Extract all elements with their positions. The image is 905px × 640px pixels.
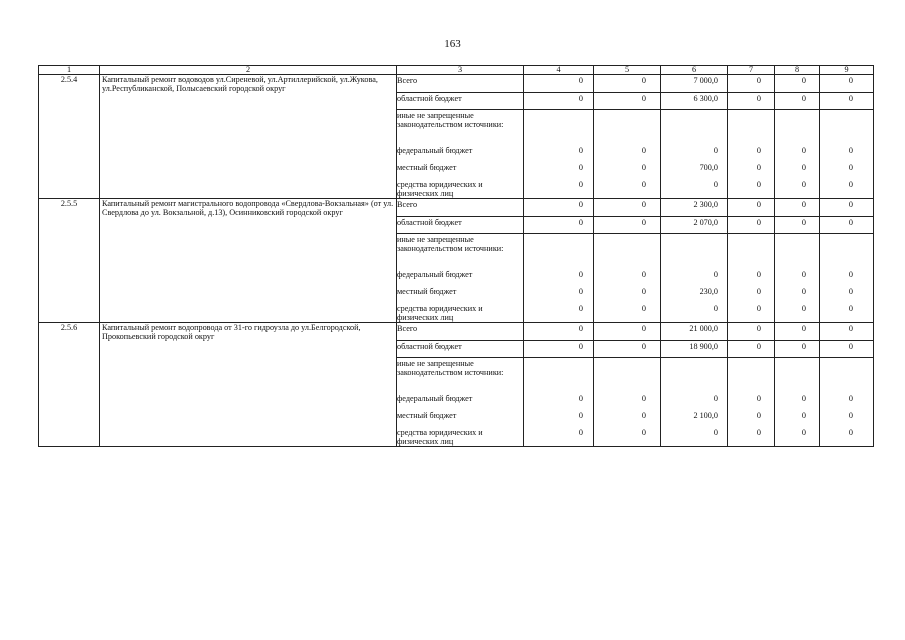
value-line (728, 269, 775, 286)
value-text: 0 (848, 411, 853, 420)
value-list (661, 323, 728, 446)
value-list (594, 199, 661, 322)
value-line (728, 199, 775, 216)
value-cell (728, 199, 775, 323)
value-line (775, 75, 820, 92)
item-code: 2.5.4 (39, 75, 100, 199)
value-line (820, 109, 874, 145)
value-line (524, 109, 594, 145)
value-cell (594, 75, 661, 199)
value-text: 0 (641, 76, 646, 85)
value-line (594, 179, 661, 198)
value-line (594, 286, 661, 303)
value-text: 0 (756, 218, 761, 227)
funding-source-cell (397, 75, 524, 199)
value-cell (820, 199, 874, 323)
col-header-6: 6 (661, 66, 728, 75)
value-line (820, 357, 874, 393)
value-line (728, 162, 775, 179)
item-code: 2.5.5 (39, 199, 100, 323)
value-line (728, 179, 775, 198)
value-text: 0 (641, 218, 646, 227)
value-text: 21 000,0 (689, 324, 718, 333)
value-line (661, 323, 728, 340)
value-list (594, 323, 661, 446)
value-text: 0 (713, 180, 718, 189)
value-text: 0 (713, 394, 718, 403)
value-line (775, 179, 820, 198)
value-text: 0 (756, 428, 761, 437)
funding-source-label: областной бюджет (397, 218, 462, 227)
funding-source-label: Всего (397, 76, 418, 85)
value-text: 0 (578, 270, 583, 279)
value-text: 0 (801, 428, 806, 437)
value-line (594, 145, 661, 162)
value-line (820, 410, 874, 427)
value-line (524, 340, 594, 357)
value-line (594, 75, 661, 92)
budget-table (38, 65, 874, 447)
value-line (661, 199, 728, 216)
value-cell (728, 75, 775, 199)
value-line (775, 216, 820, 233)
value-line (661, 109, 728, 145)
value-cell (728, 323, 775, 447)
table-row (39, 75, 874, 199)
value-text: 0 (848, 163, 853, 172)
funding-source-label: иные не запрещенные законодательством источники: (397, 235, 504, 254)
col-header-8: 8 (775, 66, 820, 75)
value-cell (775, 199, 820, 323)
value-line (728, 323, 775, 340)
table-row (39, 323, 874, 447)
value-text: 0 (756, 411, 761, 420)
value-line (524, 269, 594, 286)
value-line (728, 393, 775, 410)
value-cell (594, 323, 661, 447)
value-line (820, 145, 874, 162)
value-text: 0 (578, 180, 583, 189)
value-list (728, 199, 775, 322)
value-text: 0 (756, 76, 761, 85)
value-list (820, 199, 874, 322)
funding-source-label: местный бюджет (397, 287, 457, 296)
value-cell (775, 75, 820, 199)
funding-source-label: Всего (397, 200, 418, 209)
item-name: Капитальный ремонт магистрального водопровода «Свердлова-Вокзальная» (от ул. Свердлова до ул. Вокзальной, д.13), Осинниковский городской округ (100, 199, 397, 323)
value-list (524, 75, 594, 198)
value-text: 0 (641, 324, 646, 333)
value-line (775, 92, 820, 109)
value-text: 0 (756, 270, 761, 279)
value-text: 0 (641, 200, 646, 209)
col-header-1: 1 (39, 66, 100, 75)
value-text: 6 300,0 (693, 94, 718, 103)
value-line (661, 179, 728, 198)
value-line (820, 286, 874, 303)
value-list (728, 323, 775, 446)
funding-source-label: средства юридических и физических лиц (397, 428, 483, 447)
funding-source-line (397, 357, 524, 393)
value-line (661, 303, 728, 322)
funding-source-label: средства юридических и физических лиц (397, 180, 483, 199)
value-line (820, 393, 874, 410)
value-text: 0 (713, 304, 718, 313)
value-cell (524, 75, 594, 199)
value-line (820, 199, 874, 216)
value-text: 0 (848, 428, 853, 437)
value-line (775, 162, 820, 179)
value-text: 0 (801, 94, 806, 103)
value-text: 0 (801, 270, 806, 279)
value-text: 0 (848, 146, 853, 155)
value-line (728, 410, 775, 427)
value-line (775, 410, 820, 427)
value-line (594, 340, 661, 357)
funding-source-list (397, 75, 524, 198)
col-header-3: 3 (397, 66, 524, 75)
value-text: 7 000,0 (693, 76, 718, 85)
item-code: 2.5.6 (39, 323, 100, 447)
value-text: 0 (848, 180, 853, 189)
value-text: 0 (578, 163, 583, 172)
value-line (524, 393, 594, 410)
value-line (820, 179, 874, 198)
col-header-2: 2 (100, 66, 397, 75)
value-line (728, 303, 775, 322)
value-text: 0 (756, 94, 761, 103)
funding-source-label: средства юридических и физических лиц (397, 304, 483, 323)
value-line (728, 286, 775, 303)
table-body (39, 66, 874, 447)
value-text: 0 (578, 342, 583, 351)
value-text: 0 (801, 146, 806, 155)
value-text: 0 (801, 394, 806, 403)
value-line (775, 323, 820, 340)
value-text: 0 (801, 411, 806, 420)
value-text: 18 900,0 (689, 342, 718, 351)
value-line (775, 393, 820, 410)
value-list (661, 75, 728, 198)
page-number: 163 (444, 38, 461, 50)
value-line (661, 286, 728, 303)
value-text: 0 (848, 394, 853, 403)
value-line (661, 216, 728, 233)
funding-source-list (397, 199, 524, 322)
value-cell (524, 323, 594, 447)
funding-source-line (397, 145, 524, 162)
value-text: 0 (578, 394, 583, 403)
value-text: 0 (641, 304, 646, 313)
value-line (661, 393, 728, 410)
value-text: 0 (713, 270, 718, 279)
funding-source-label: Всего (397, 324, 418, 333)
value-line (775, 199, 820, 216)
value-text: 0 (756, 146, 761, 155)
col-header-7: 7 (728, 66, 775, 75)
value-text: 2 100,0 (693, 411, 718, 420)
value-text: 0 (641, 394, 646, 403)
value-text: 0 (641, 342, 646, 351)
value-list (594, 75, 661, 198)
value-text: 0 (848, 270, 853, 279)
value-line (820, 323, 874, 340)
value-line (524, 357, 594, 393)
value-text: 0 (801, 163, 806, 172)
value-text: 0 (578, 200, 583, 209)
value-text: 0 (641, 94, 646, 103)
value-line (594, 233, 661, 269)
funding-source-line (397, 162, 524, 179)
value-text: 2 070,0 (693, 218, 718, 227)
value-cell (661, 75, 728, 199)
value-text: 0 (641, 270, 646, 279)
funding-source-label: федеральный бюджет (397, 270, 473, 279)
value-text: 0 (848, 342, 853, 351)
value-line (820, 269, 874, 286)
value-cell (820, 75, 874, 199)
value-text: 0 (848, 304, 853, 313)
value-text: 0 (756, 394, 761, 403)
funding-source-label: федеральный бюджет (397, 394, 473, 403)
funding-source-line (397, 323, 524, 340)
value-text: 0 (848, 76, 853, 85)
value-line (524, 199, 594, 216)
funding-source-cell (397, 199, 524, 323)
funding-source-label: местный бюджет (397, 163, 457, 172)
funding-source-line (397, 199, 524, 216)
funding-source-line (397, 233, 524, 269)
value-line (775, 286, 820, 303)
value-cell (661, 199, 728, 323)
value-text: 0 (641, 163, 646, 172)
value-line (661, 410, 728, 427)
value-line (775, 233, 820, 269)
value-list (775, 199, 820, 322)
value-cell (594, 199, 661, 323)
value-line (661, 340, 728, 357)
value-line (775, 427, 820, 446)
value-line (594, 269, 661, 286)
funding-source-list (397, 323, 524, 446)
value-line (661, 357, 728, 393)
value-line (594, 393, 661, 410)
funding-source-line (397, 92, 524, 109)
value-list (524, 199, 594, 322)
value-line (524, 410, 594, 427)
value-list (661, 199, 728, 322)
value-cell (775, 323, 820, 447)
value-line (524, 286, 594, 303)
value-text: 0 (578, 287, 583, 296)
value-text: 0 (801, 304, 806, 313)
col-header-4: 4 (524, 66, 594, 75)
value-line (775, 109, 820, 145)
funding-source-line (397, 179, 524, 198)
value-line (728, 216, 775, 233)
value-line (661, 145, 728, 162)
table-row (39, 199, 874, 323)
value-line (524, 75, 594, 92)
value-text: 0 (578, 304, 583, 313)
value-line (594, 199, 661, 216)
value-text: 0 (801, 218, 806, 227)
value-text: 0 (641, 287, 646, 296)
item-name: Капитальный ремонт водопровода от 31-го гидроузла до ул.Белгородской, Прокопьевский городской округ (100, 323, 397, 447)
value-text: 0 (801, 200, 806, 209)
value-line (728, 357, 775, 393)
value-list (728, 75, 775, 198)
value-text: 0 (756, 200, 761, 209)
funding-source-line (397, 216, 524, 233)
funding-source-line (397, 269, 524, 286)
value-text: 0 (756, 304, 761, 313)
value-text: 0 (578, 428, 583, 437)
value-line (820, 216, 874, 233)
value-line (594, 162, 661, 179)
value-text: 0 (756, 342, 761, 351)
value-line (524, 323, 594, 340)
funding-source-line (397, 393, 524, 410)
value-line (820, 162, 874, 179)
value-line (728, 145, 775, 162)
value-text: 0 (578, 76, 583, 85)
value-line (524, 179, 594, 198)
value-list (775, 323, 820, 446)
value-line (728, 92, 775, 109)
value-line (524, 145, 594, 162)
funding-source-line (397, 427, 524, 446)
value-text: 0 (756, 180, 761, 189)
value-line (728, 75, 775, 92)
value-line (820, 303, 874, 322)
value-line (661, 269, 728, 286)
value-line (524, 92, 594, 109)
value-line (728, 233, 775, 269)
funding-source-line (397, 410, 524, 427)
value-list (524, 323, 594, 446)
value-text: 0 (848, 287, 853, 296)
value-line (820, 340, 874, 357)
value-line (775, 340, 820, 357)
funding-source-line (397, 75, 524, 92)
value-text: 0 (713, 428, 718, 437)
value-text: 0 (848, 324, 853, 333)
col-header-9: 9 (820, 66, 874, 75)
value-line (524, 162, 594, 179)
value-text: 0 (641, 411, 646, 420)
value-text: 0 (756, 287, 761, 296)
value-text: 0 (801, 287, 806, 296)
value-line (594, 323, 661, 340)
value-line (524, 233, 594, 269)
value-line (775, 145, 820, 162)
value-line (524, 303, 594, 322)
column-number-row (39, 66, 874, 75)
value-text: 0 (756, 163, 761, 172)
value-text: 230,0 (699, 287, 718, 296)
value-text: 700,0 (699, 163, 718, 172)
value-list (820, 323, 874, 446)
value-line (661, 92, 728, 109)
value-line (820, 233, 874, 269)
funding-source-label: федеральный бюджет (397, 146, 473, 155)
funding-source-label: иные не запрещенные законодательством источники: (397, 111, 504, 130)
value-line (820, 427, 874, 446)
value-text: 2 300,0 (693, 200, 718, 209)
value-line (594, 216, 661, 233)
value-cell (524, 199, 594, 323)
value-line (594, 109, 661, 145)
value-line (661, 162, 728, 179)
funding-source-cell (397, 323, 524, 447)
value-text: 0 (801, 324, 806, 333)
value-line (661, 233, 728, 269)
funding-source-label: областной бюджет (397, 94, 462, 103)
funding-source-line (397, 303, 524, 322)
funding-source-line (397, 340, 524, 357)
value-text: 0 (713, 146, 718, 155)
value-line (728, 427, 775, 446)
value-line (661, 75, 728, 92)
funding-source-line (397, 109, 524, 145)
value-text: 0 (801, 180, 806, 189)
funding-source-label: местный бюджет (397, 411, 457, 420)
value-line (728, 109, 775, 145)
value-list (820, 75, 874, 198)
value-line (820, 75, 874, 92)
value-line (775, 303, 820, 322)
value-text: 0 (578, 218, 583, 227)
value-text: 0 (641, 428, 646, 437)
value-text: 0 (578, 324, 583, 333)
value-line (594, 92, 661, 109)
value-text: 0 (848, 218, 853, 227)
value-line (594, 303, 661, 322)
value-line (661, 427, 728, 446)
value-line (594, 357, 661, 393)
value-cell (661, 323, 728, 447)
value-text: 0 (578, 146, 583, 155)
value-line (524, 216, 594, 233)
value-cell (820, 323, 874, 447)
value-text: 0 (578, 411, 583, 420)
value-list (775, 75, 820, 198)
value-text: 0 (578, 94, 583, 103)
value-text: 0 (756, 324, 761, 333)
value-line (820, 92, 874, 109)
value-text: 0 (801, 76, 806, 85)
funding-source-label: областной бюджет (397, 342, 462, 351)
funding-source-label: иные не запрещенные законодательством источники: (397, 359, 504, 378)
value-line (594, 410, 661, 427)
value-text: 0 (641, 180, 646, 189)
value-line (775, 269, 820, 286)
value-text: 0 (848, 200, 853, 209)
col-header-5: 5 (594, 66, 661, 75)
value-line (775, 357, 820, 393)
value-line (728, 340, 775, 357)
value-text: 0 (848, 94, 853, 103)
value-line (594, 427, 661, 446)
value-text: 0 (641, 146, 646, 155)
value-text: 0 (801, 342, 806, 351)
value-line (524, 427, 594, 446)
item-name: Капитальный ремонт водоводов ул.Сиреневой, ул.Артиллерийской, ул.Жукова, ул.Республиканской, Полысаевский городской округ (100, 75, 397, 199)
funding-source-line (397, 286, 524, 303)
